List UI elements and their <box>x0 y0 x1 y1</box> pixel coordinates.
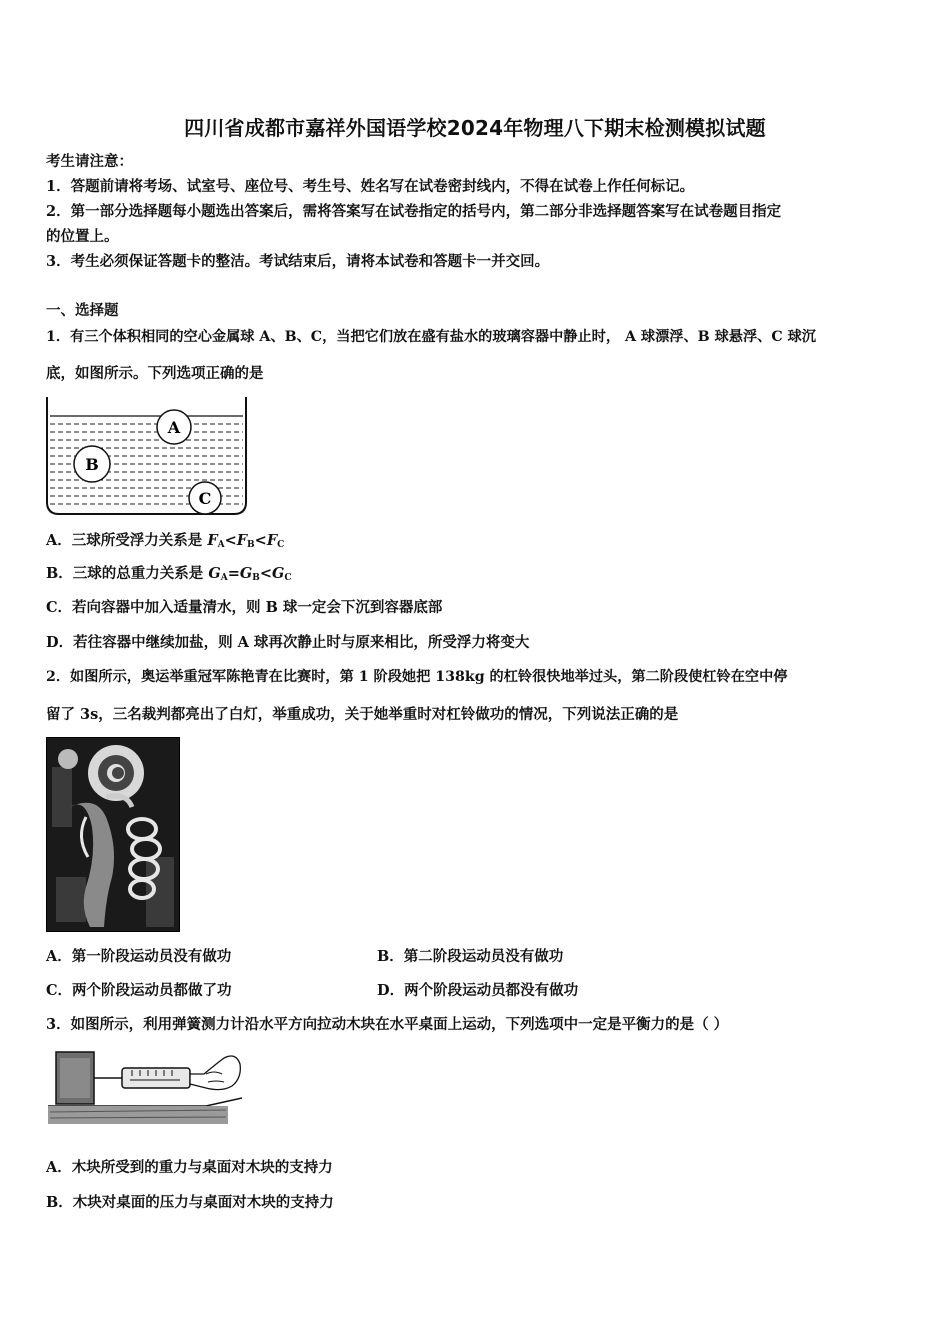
q1-option-a: A．三球所受浮力关系是 $F_A<F_B<F_C$ <box>46 532 285 550</box>
section-heading: 一、选择题 <box>46 302 119 319</box>
q3-option-b: B．木块对桌面的压力与桌面对木块的支持力 <box>46 1194 334 1211</box>
ball-a-label: A <box>167 418 181 437</box>
q2-stem-line2: 留了 3s，三名裁判都亮出了白灯，举重成功，关于她举重时对杠铃做功的情况，下列说法正确的是 <box>46 706 679 723</box>
q1-container-figure <box>44 394 250 520</box>
q1-option-b: B．三球的总重力关系是 $G_A=G_B<G_C$ <box>46 565 292 583</box>
q2-option-c: C．两个阶段运动员都做了功 <box>46 982 232 999</box>
notice-item-3: 3．考生必须保证答题卡的整洁。考试结束后，请将本试卷和答题卡一并交回。 <box>46 253 550 270</box>
spring-scale-figure <box>46 1044 242 1126</box>
weightlifter-photo <box>46 737 180 932</box>
ball-c-label: C <box>198 489 212 508</box>
q2-option-b: B．第二阶段运动员没有做功 <box>377 948 564 965</box>
q2-option-a: A．第一阶段运动员没有做功 <box>46 948 232 965</box>
page-title: 四川省成都市嘉祥外国语学校2024年物理八下期末检测模拟试题 <box>184 116 766 140</box>
q2-option-d: D．两个阶段运动员都没有做功 <box>377 982 579 999</box>
q1-option-d: D．若往容器中继续加盐，则 A 球再次静止时与原来相比，所受浮力将变大 <box>46 634 530 651</box>
q1-stem-line1: 1．有三个体积相同的空心金属球 A、B、C，当把它们放在盛有盐水的玻璃容器中静止时， A 球漂浮、B 球悬浮、C 球沉 <box>46 329 816 345</box>
q2-stem-line1: 2．如图所示，奥运举重冠军陈艳青在比赛时，第 1 阶段她把 138kg 的杠铃很快地举过头，第二阶段使杠铃在空中停 <box>46 669 788 685</box>
notice-item-2-cont: 的位置上。 <box>46 228 119 245</box>
q1-stem-line2: 底，如图所示。下列选项正确的是 <box>46 365 264 382</box>
q3-option-a: A．木块所受到的重力与桌面对木块的支持力 <box>46 1159 333 1176</box>
q3-stem-line1: 3．如图所示，利用弹簧测力计沿水平方向拉动木块在水平桌面上运动，下列选项中一定是平衡力的是（ ） <box>46 1016 729 1033</box>
ball-b-label: B <box>85 455 99 474</box>
q1-option-c: C．若向容器中加入适量清水，则 B 球一定会下沉到容器底部 <box>46 599 443 616</box>
notice-heading: 考生请注意： <box>46 153 133 170</box>
notice-item-2: 2．第一部分选择题每小题选出答案后，需将答案写在试卷指定的括号内，第二部分非选择题答案写在试卷题目指定 <box>46 203 782 220</box>
notice-item-1: 1．答题前请将考场、试室号、座位号、考生号、姓名写在试卷密封线内，不得在试卷上作任何标记。 <box>46 178 695 195</box>
